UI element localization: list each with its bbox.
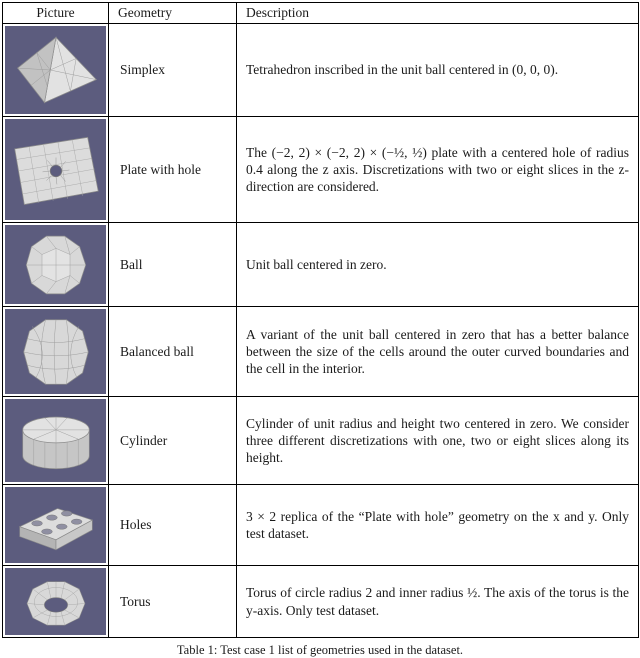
geometries-table xyxy=(2,2,639,638)
holes-mesh-image xyxy=(5,487,106,563)
table-row xyxy=(3,24,639,117)
geometry-name: Cylinder xyxy=(109,397,237,485)
simplex-mesh-image xyxy=(5,26,106,114)
geometry-name: Holes xyxy=(109,485,237,566)
geometry-description: Unit ball centered in zero. xyxy=(237,223,639,307)
geometry-name: Ball xyxy=(109,223,237,307)
table-row xyxy=(3,485,639,566)
column-header-description: Description xyxy=(237,3,639,24)
balanced-ball-mesh-image xyxy=(5,309,106,394)
geometry-description: A variant of the unit ball centered in zero that has a better balance between the size of the cells around the outer curved boundaries and the cell in the interior. xyxy=(237,307,639,397)
column-header-geometry: Geometry xyxy=(109,3,237,24)
geometry-description: The (−2, 2) × (−2, 2) × (−½, ½) plate with a centered hole of radius 0.4 along the z axis. Discretizations with two or eight slices in the z-direction are considered. xyxy=(237,117,639,223)
table-row xyxy=(3,566,639,638)
table-caption: Table 1: Test case 1 list of geometries used in the dataset. xyxy=(176,643,464,657)
ball-mesh-image xyxy=(5,225,106,304)
table-row xyxy=(3,117,639,223)
table-row xyxy=(3,397,639,485)
torus-mesh-image xyxy=(5,568,106,635)
geometry-description: Cylinder of unit radius and height two centered in zero. We consider three different discretizations with one, two or eight slices along its height. xyxy=(237,397,639,485)
cylinder-mesh-image xyxy=(5,399,106,482)
table-row xyxy=(3,223,639,307)
geometry-name: Plate with hole xyxy=(109,117,237,223)
table-row xyxy=(3,307,639,397)
column-header-picture: Picture xyxy=(3,3,109,24)
geometry-name: Simplex xyxy=(109,24,237,117)
geometry-name: Balanced ball xyxy=(109,307,237,397)
geometry-description: Torus of circle radius 2 and inner radius ½. The axis of the torus is the y-axis. Only test dataset. xyxy=(237,566,639,638)
geometry-name: Torus xyxy=(109,566,237,638)
geometry-description: 3 × 2 replica of the “Plate with hole” geometry on the x and y. Only test dataset. xyxy=(237,485,639,566)
geometry-description: Tetrahedron inscribed in the unit ball centered in (0, 0, 0). xyxy=(237,24,639,117)
table-header-row xyxy=(3,3,639,24)
plate-with-hole-mesh-image xyxy=(5,119,106,220)
